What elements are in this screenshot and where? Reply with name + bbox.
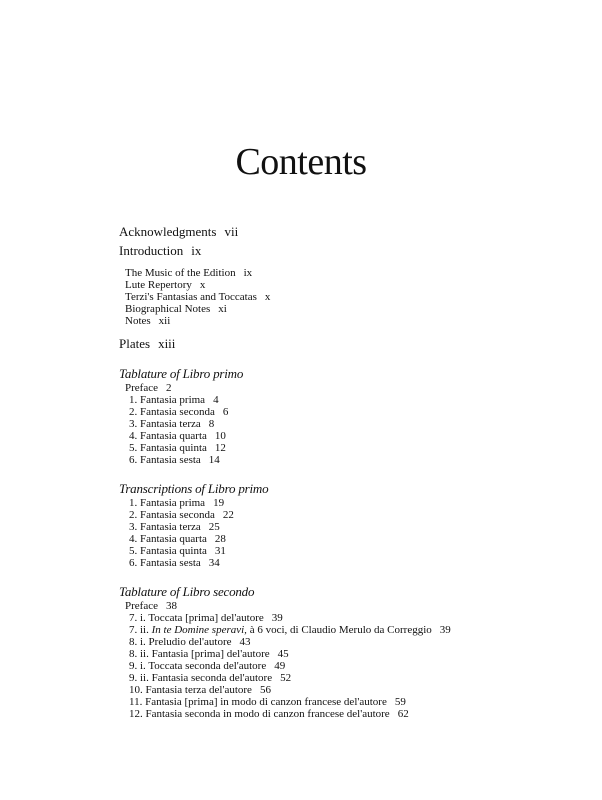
toc-subentry — [125, 291, 589, 303]
toc-subentry — [129, 442, 589, 454]
toc-label: Acknowledgments — [119, 224, 217, 239]
toc-page: 62 — [397, 708, 409, 720]
toc-subentry — [129, 557, 589, 569]
toc-page: 12 — [214, 442, 226, 454]
toc-subentry — [129, 521, 589, 533]
toc-preface — [125, 600, 589, 612]
toc-page: xiii — [158, 336, 176, 351]
toc-page: x — [264, 291, 271, 303]
toc-subentry — [125, 315, 589, 327]
toc-subentry — [129, 684, 589, 696]
toc-label: 9. i. Toccata seconda del'autore — [129, 660, 267, 672]
toc-label: 3. Fantasia terza — [129, 418, 201, 430]
toc-page: x — [199, 279, 206, 291]
toc-subentry — [125, 279, 589, 291]
toc-page: 38 — [165, 600, 177, 612]
toc-label: 6. Fantasia sesta — [129, 454, 201, 466]
toc-page: 4 — [213, 394, 219, 406]
toc-label: Notes — [125, 315, 151, 327]
toc-label: 8. i. Preludio del'autore — [129, 636, 232, 648]
table-of-contents — [119, 222, 589, 720]
toc-subentry — [129, 696, 589, 708]
toc-subentry — [129, 509, 589, 521]
toc-subentry — [129, 533, 589, 545]
section-heading: Tablature of Libro secondo — [119, 584, 255, 599]
toc-page: 34 — [208, 557, 220, 569]
toc-label: 8. ii. Fantasia [prima] del'autore — [129, 648, 270, 660]
section-heading: Transcriptions of Libro primo — [119, 481, 269, 496]
toc-page: 56 — [259, 684, 271, 696]
toc-subentry — [129, 648, 589, 660]
toc-label: The Music of the Edition — [125, 267, 236, 279]
toc-page: 49 — [274, 660, 286, 672]
toc-label: 1. Fantasia prima — [129, 394, 206, 406]
toc-page: 14 — [208, 454, 220, 466]
toc-italic-title: In te Domine speravi, — [151, 624, 247, 636]
toc-subentry — [129, 418, 589, 430]
toc-label: 4. Fantasia quarta — [129, 533, 207, 545]
page-title: Contents — [235, 141, 367, 183]
toc-page: 59 — [394, 696, 406, 708]
toc-subentry — [129, 545, 589, 557]
toc-page: 45 — [277, 648, 289, 660]
toc-label: 11. Fantasia [prima] in modo di canzon francese del'autore — [129, 696, 387, 708]
toc-label: 7. i. Toccata [prima] del'autore — [129, 612, 264, 624]
section-heading: Tablature of Libro primo — [119, 366, 244, 381]
toc-label: 5. Fantasia quinta — [129, 545, 207, 557]
toc-page: 10 — [214, 430, 226, 442]
toc-label: Introduction — [119, 243, 184, 258]
toc-subentry — [125, 267, 589, 279]
toc-page: 28 — [214, 533, 226, 545]
toc-page: xii — [158, 315, 171, 327]
toc-subentry — [129, 497, 589, 509]
toc-page: ix — [191, 243, 202, 258]
toc-label: Preface — [125, 600, 158, 612]
toc-label: 3. Fantasia terza — [129, 521, 201, 533]
toc-entry-introduction — [119, 241, 589, 260]
toc-label: 5. Fantasia quinta — [129, 442, 207, 454]
toc-subentry — [129, 636, 589, 648]
toc-prefix: 7. ii. — [129, 624, 149, 636]
toc-label: Plates — [119, 336, 151, 351]
toc-page: xi — [218, 303, 227, 315]
toc-label: 1. Fantasia prima — [129, 497, 206, 509]
toc-page: ix — [243, 267, 253, 279]
toc-label: 12. Fantasia seconda in modo di canzon francese del'autore — [129, 708, 390, 720]
toc-page: 8 — [208, 418, 215, 430]
toc-label: Biographical Notes — [125, 303, 211, 315]
toc-entry-acknowledgments — [119, 222, 589, 241]
toc-label: 10. Fantasia terza del'autore — [129, 684, 252, 696]
toc-label: à 6 voci, di Claudio Merulo da Correggio — [249, 624, 432, 636]
toc-label: 2. Fantasia seconda — [129, 406, 215, 418]
toc-page: 39 — [271, 612, 283, 624]
toc-subentry — [129, 624, 589, 636]
toc-label: 9. ii. Fantasia seconda del'autore — [129, 672, 273, 684]
toc-page: 2 — [165, 382, 172, 394]
toc-page: 43 — [239, 636, 251, 648]
toc-label: 4. Fantasia quarta — [129, 430, 207, 442]
toc-page: 39 — [439, 624, 451, 636]
toc-subentry — [129, 454, 589, 466]
toc-page: 52 — [280, 672, 292, 684]
toc-page: 25 — [208, 521, 220, 533]
toc-subentry — [129, 672, 589, 684]
toc-subentry — [129, 612, 589, 624]
toc-page: 22 — [222, 509, 234, 521]
toc-subentry — [125, 303, 589, 315]
toc-page: 19 — [213, 497, 225, 509]
toc-label: Preface — [125, 382, 158, 394]
toc-label: 2. Fantasia seconda — [129, 509, 215, 521]
toc-subentry — [129, 394, 589, 406]
toc-page: 31 — [214, 545, 226, 557]
toc-page: 6 — [222, 406, 229, 418]
toc-label: Terzi's Fantasias and Toccatas — [125, 291, 257, 303]
toc-subentry — [129, 708, 589, 720]
toc-preface — [125, 382, 589, 394]
toc-page: vii — [224, 224, 239, 239]
toc-entry-plates — [119, 334, 589, 353]
toc-subentry — [129, 660, 589, 672]
toc-subentry — [129, 406, 589, 418]
toc-label: Lute Repertory — [125, 279, 192, 291]
toc-label: 6. Fantasia sesta — [129, 557, 201, 569]
toc-subentry — [129, 430, 589, 442]
